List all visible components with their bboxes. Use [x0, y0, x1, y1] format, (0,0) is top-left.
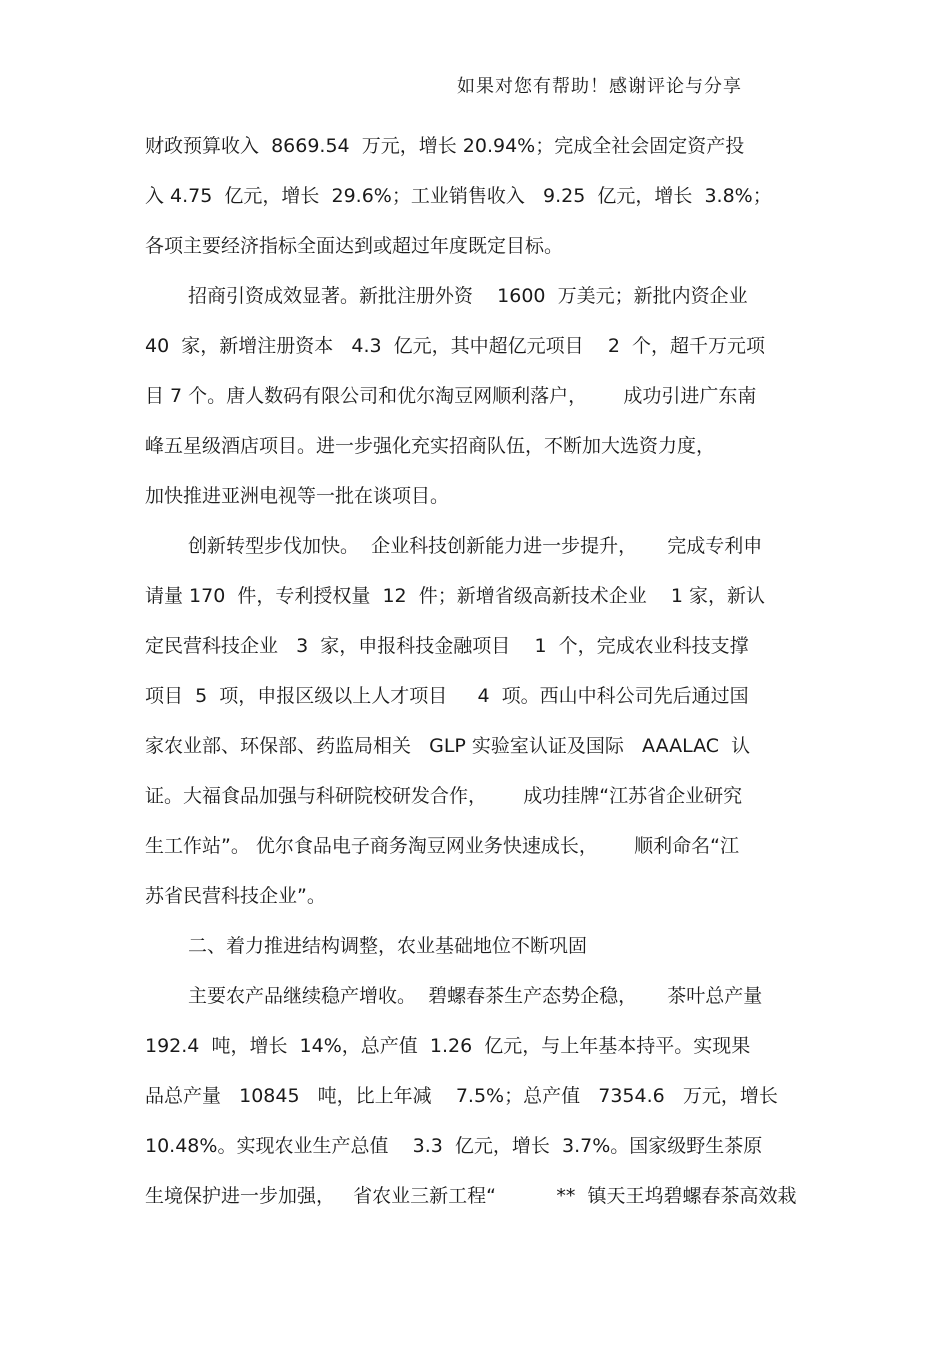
paragraph-first-line: 主要农产品继续稳产增收。 碧螺春茶生产态势企稳， 茶叶总产量 [188, 985, 763, 1007]
paragraph-first-line: 招商引资成效显著。新批注册外资 1600 万美元；新批内资企业 [188, 285, 748, 307]
body-line: 定民营科技企业 3 家，申报科技金融项目 1 个，完成农业科技支撑 [145, 635, 749, 657]
body-line: 加快推进亚洲电视等一批在谈项目。 [145, 485, 450, 507]
body-line: 请量 170 件，专利授权量 12 件；新增省级高新技术企业 1 家，新认 [145, 585, 766, 607]
body-line: 生工作站”。 优尔食品电子商务淘豆网业务快速成长， 顺利命名“江 [145, 835, 739, 857]
body-line: 生境保护进一步加强， 省农业三新工程“ ** 镇天王坞碧螺春茶高效栽 [145, 1185, 797, 1207]
body-line: 项目 5 项，申报区级以上人才项目 4 项。西山中科公司先后通过国 [145, 685, 749, 707]
body-line: 入 4.75 亿元，增长 29.6%；工业销售收入 9.25 亿元，增长 3.8%； [145, 185, 772, 207]
header-note: 如果对您有帮助！感谢评论与分享 [457, 76, 742, 97]
body-line: 目 7 个。唐人数码有限公司和优尔淘豆网顺利落户， 成功引进广东南 [145, 385, 757, 407]
body-line: 192.4 吨，增长 14%，总产值 1.26 亿元，与上年基本持平。实现果 [145, 1035, 751, 1057]
body-line: 家农业部、环保部、药监局相关 GLP 实验室认证及国际 AAALAC 认 [145, 735, 751, 757]
paragraph-first-line: 创新转型步伐加快。 企业科技创新能力进一步提升， 完成专利申 [188, 535, 763, 557]
body-line: 40 家，新增注册资本 4.3 亿元，其中超亿元项目 2 个，超千万元项 [145, 335, 765, 357]
body-line: 10.48%。实现农业生产总值 3.3 亿元，增长 3.7%。国家级野生茶原 [145, 1135, 763, 1157]
body-line: 峰五星级酒店项目。进一步强化充实招商队伍，不断加大选资力度， [145, 435, 716, 457]
body-line: 财政预算收入 8669.54 万元，增长 20.94%；完成全社会固定资产投 [145, 135, 745, 157]
body-line: 品总产量 10845 吨，比上年减 7.5%；总产值 7354.6 万元，增长 [145, 1085, 778, 1107]
body-line: 苏省民营科技企业”。 [145, 885, 326, 907]
body-line: 证。大福食品加强与科研院校研发合作， 成功挂牌“江苏省企业研究 [145, 785, 743, 807]
body-line: 各项主要经济指标全面达到或超过年度既定目标。 [145, 235, 564, 257]
section-heading: 二、着力推进结构调整，农业基础地位不断巩固 [188, 935, 588, 957]
